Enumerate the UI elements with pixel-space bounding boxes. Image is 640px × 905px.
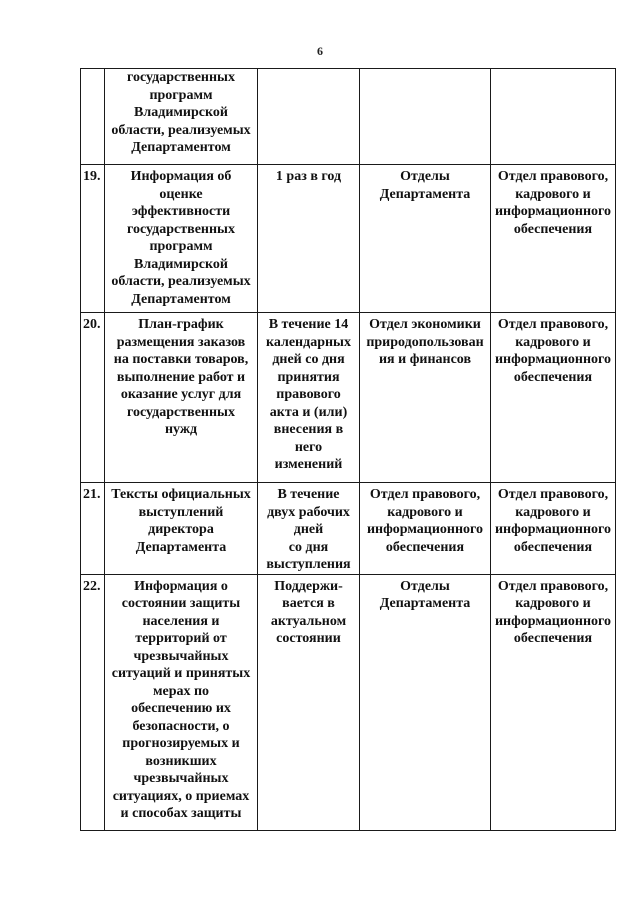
row-number-cell [81, 69, 105, 165]
cell-text-line: выступления [266, 557, 351, 572]
responsible-unit-cell [360, 483, 491, 575]
info-name-cell [105, 313, 258, 483]
responsible-unit-cell [360, 313, 491, 483]
cell-text-line: Отдел правового, [369, 487, 481, 502]
cell-text-line: принятия [277, 369, 340, 385]
cell-text-line: области, реализуемых [111, 274, 251, 289]
cell-text-line: календарных [266, 334, 351, 350]
cell-text-line: государственных [127, 221, 235, 237]
table-body [81, 69, 616, 831]
cell-text-line: него [294, 439, 323, 455]
cell-text-line: ситуациях, о приемах [112, 788, 250, 804]
cell-text-line: внесения в [273, 422, 344, 437]
document-table [80, 68, 616, 831]
cell-text-line: природопользован [366, 334, 484, 350]
cell-text-line: Отдел правового, [497, 169, 609, 184]
cell-text-line: государственных [127, 404, 235, 420]
cell-text-line: Департамента [135, 539, 227, 555]
cell-text-line: состоянии [276, 631, 341, 646]
cell-text-line: информационного [494, 522, 612, 537]
row-number-cell: 21. [81, 483, 105, 575]
page-number: 6 [317, 44, 323, 58]
cell-text-line: Департаментом [131, 140, 231, 155]
cell-text-line: Отдел правового, [497, 578, 609, 594]
cell-text-line: программ [149, 239, 213, 254]
cell-text-line: Информация о [134, 578, 228, 594]
table-row [81, 69, 616, 165]
placement-period-cell [258, 69, 360, 165]
cell-text-line: программ [149, 87, 213, 103]
cell-text-line: обеспечения [513, 631, 593, 646]
cell-text-line: информационного [494, 204, 612, 219]
placement-period-cell [258, 313, 360, 483]
responsible-unit-cell [360, 165, 491, 313]
cell-text-line: двух рабочих [267, 504, 350, 520]
cell-text-line: кадрового и [515, 504, 591, 520]
publishing-unit-cell [491, 165, 616, 313]
cell-text-line: населения и [142, 613, 220, 629]
cell-text-line: состоянии защиты [121, 596, 241, 611]
cell-text-line: Владимирской [134, 256, 228, 272]
cell-text-line: Отделы [400, 169, 450, 184]
cell-text-line: выступлений [138, 504, 224, 520]
cell-text-line: обеспечения [513, 369, 593, 385]
table-row [81, 574, 616, 830]
cell-text-line: дней [293, 522, 324, 537]
placement-period-cell [258, 165, 360, 313]
cell-text-line: актуальном [270, 613, 347, 629]
cell-text-line: обеспечения [513, 539, 593, 555]
cell-text-line: вается в [282, 596, 335, 611]
responsible-unit-cell [360, 574, 491, 830]
cell-text-line: кадрового и [515, 334, 591, 350]
cell-text-line: оказание услуг для [120, 387, 242, 402]
cell-text-line: оценке [159, 186, 203, 202]
cell-text-line: ситуаций и принятых [111, 666, 251, 681]
info-name-cell [105, 574, 258, 830]
cell-text-line: информационного [494, 352, 612, 367]
cell-text-line: Отдел правового, [497, 317, 609, 332]
cell-text-line: обеспечения [513, 221, 593, 237]
cell-text-line: со дня [288, 539, 329, 555]
cell-text-line: Департаментом [131, 291, 231, 307]
cell-text-line: План-график [138, 317, 224, 332]
cell-text-line: Владимирской [134, 105, 228, 120]
table-row [81, 313, 616, 483]
cell-text-line: правового [276, 387, 341, 402]
publishing-unit-cell [491, 483, 616, 575]
placement-period-cell [258, 483, 360, 575]
cell-text-line: территорий от [135, 631, 227, 646]
cell-text-line: кадрового и [515, 596, 591, 611]
cell-text-line: В течение 14 [268, 317, 349, 332]
publishing-unit-cell [491, 574, 616, 830]
cell-text-line: В течение [277, 487, 340, 502]
cell-text-line: изменений [274, 457, 343, 472]
cell-text-line: и способах защиты [120, 806, 242, 821]
cell-text-line: Поддержи- [274, 578, 343, 594]
responsible-unit-cell [360, 69, 491, 165]
cell-text-line: размещения заказов [116, 334, 246, 350]
cell-text-line: нужд [164, 422, 198, 437]
cell-text-line: чрезвычайных [133, 771, 229, 786]
cell-text-line: информационного [366, 522, 484, 537]
cell-text-line: кадрового и [515, 186, 591, 202]
cell-text-line: мерах по [152, 683, 210, 699]
row-number-cell: 20. [81, 313, 105, 483]
cell-text-line: кадрового и [387, 504, 463, 520]
cell-text-line: акта и (или) [269, 404, 348, 420]
cell-text-line: Департамента [379, 596, 471, 611]
info-name-cell [105, 165, 258, 313]
publishing-unit-cell [491, 313, 616, 483]
placement-period-cell [258, 574, 360, 830]
cell-text-line: 1 раз в год [275, 169, 342, 184]
cell-text-line: эффективности [131, 204, 231, 219]
cell-text-line: безопасности, о [132, 718, 230, 734]
cell-text-line: выполнение работ и [116, 369, 246, 385]
cell-text-line: информационного [494, 613, 612, 629]
publishing-unit-cell [491, 69, 616, 165]
cell-text-line: Отдел экономики [369, 317, 481, 332]
cell-text-line: государственных [127, 70, 235, 85]
cell-text-line: на поставки товаров, [113, 352, 249, 367]
cell-text-line: обеспечению их [131, 701, 231, 716]
cell-text-line: дней со дня [272, 352, 345, 367]
row-number-cell: 19. [81, 165, 105, 313]
cell-text-line: Отдел правового, [497, 487, 609, 502]
table-row [81, 483, 616, 575]
cell-text-line: Отделы [400, 578, 450, 594]
info-name-cell [105, 483, 258, 575]
cell-text-line: Тексты официальных [111, 487, 251, 502]
row-number-cell: 22. [81, 574, 105, 830]
cell-text-line: Информация об [130, 169, 232, 184]
cell-text-line: директора [148, 522, 214, 537]
cell-text-line: обеспечения [385, 539, 465, 555]
cell-text-line: ия и финансов [378, 352, 472, 367]
info-name-cell [105, 69, 258, 165]
cell-text-line: возникших [145, 753, 217, 769]
cell-text-line: чрезвычайных [133, 648, 229, 664]
cell-text-line: прогнозируемых и [122, 736, 240, 751]
cell-text-line: области, реализуемых [111, 122, 251, 138]
cell-text-line: Департамента [379, 186, 471, 202]
table-row [81, 165, 616, 313]
